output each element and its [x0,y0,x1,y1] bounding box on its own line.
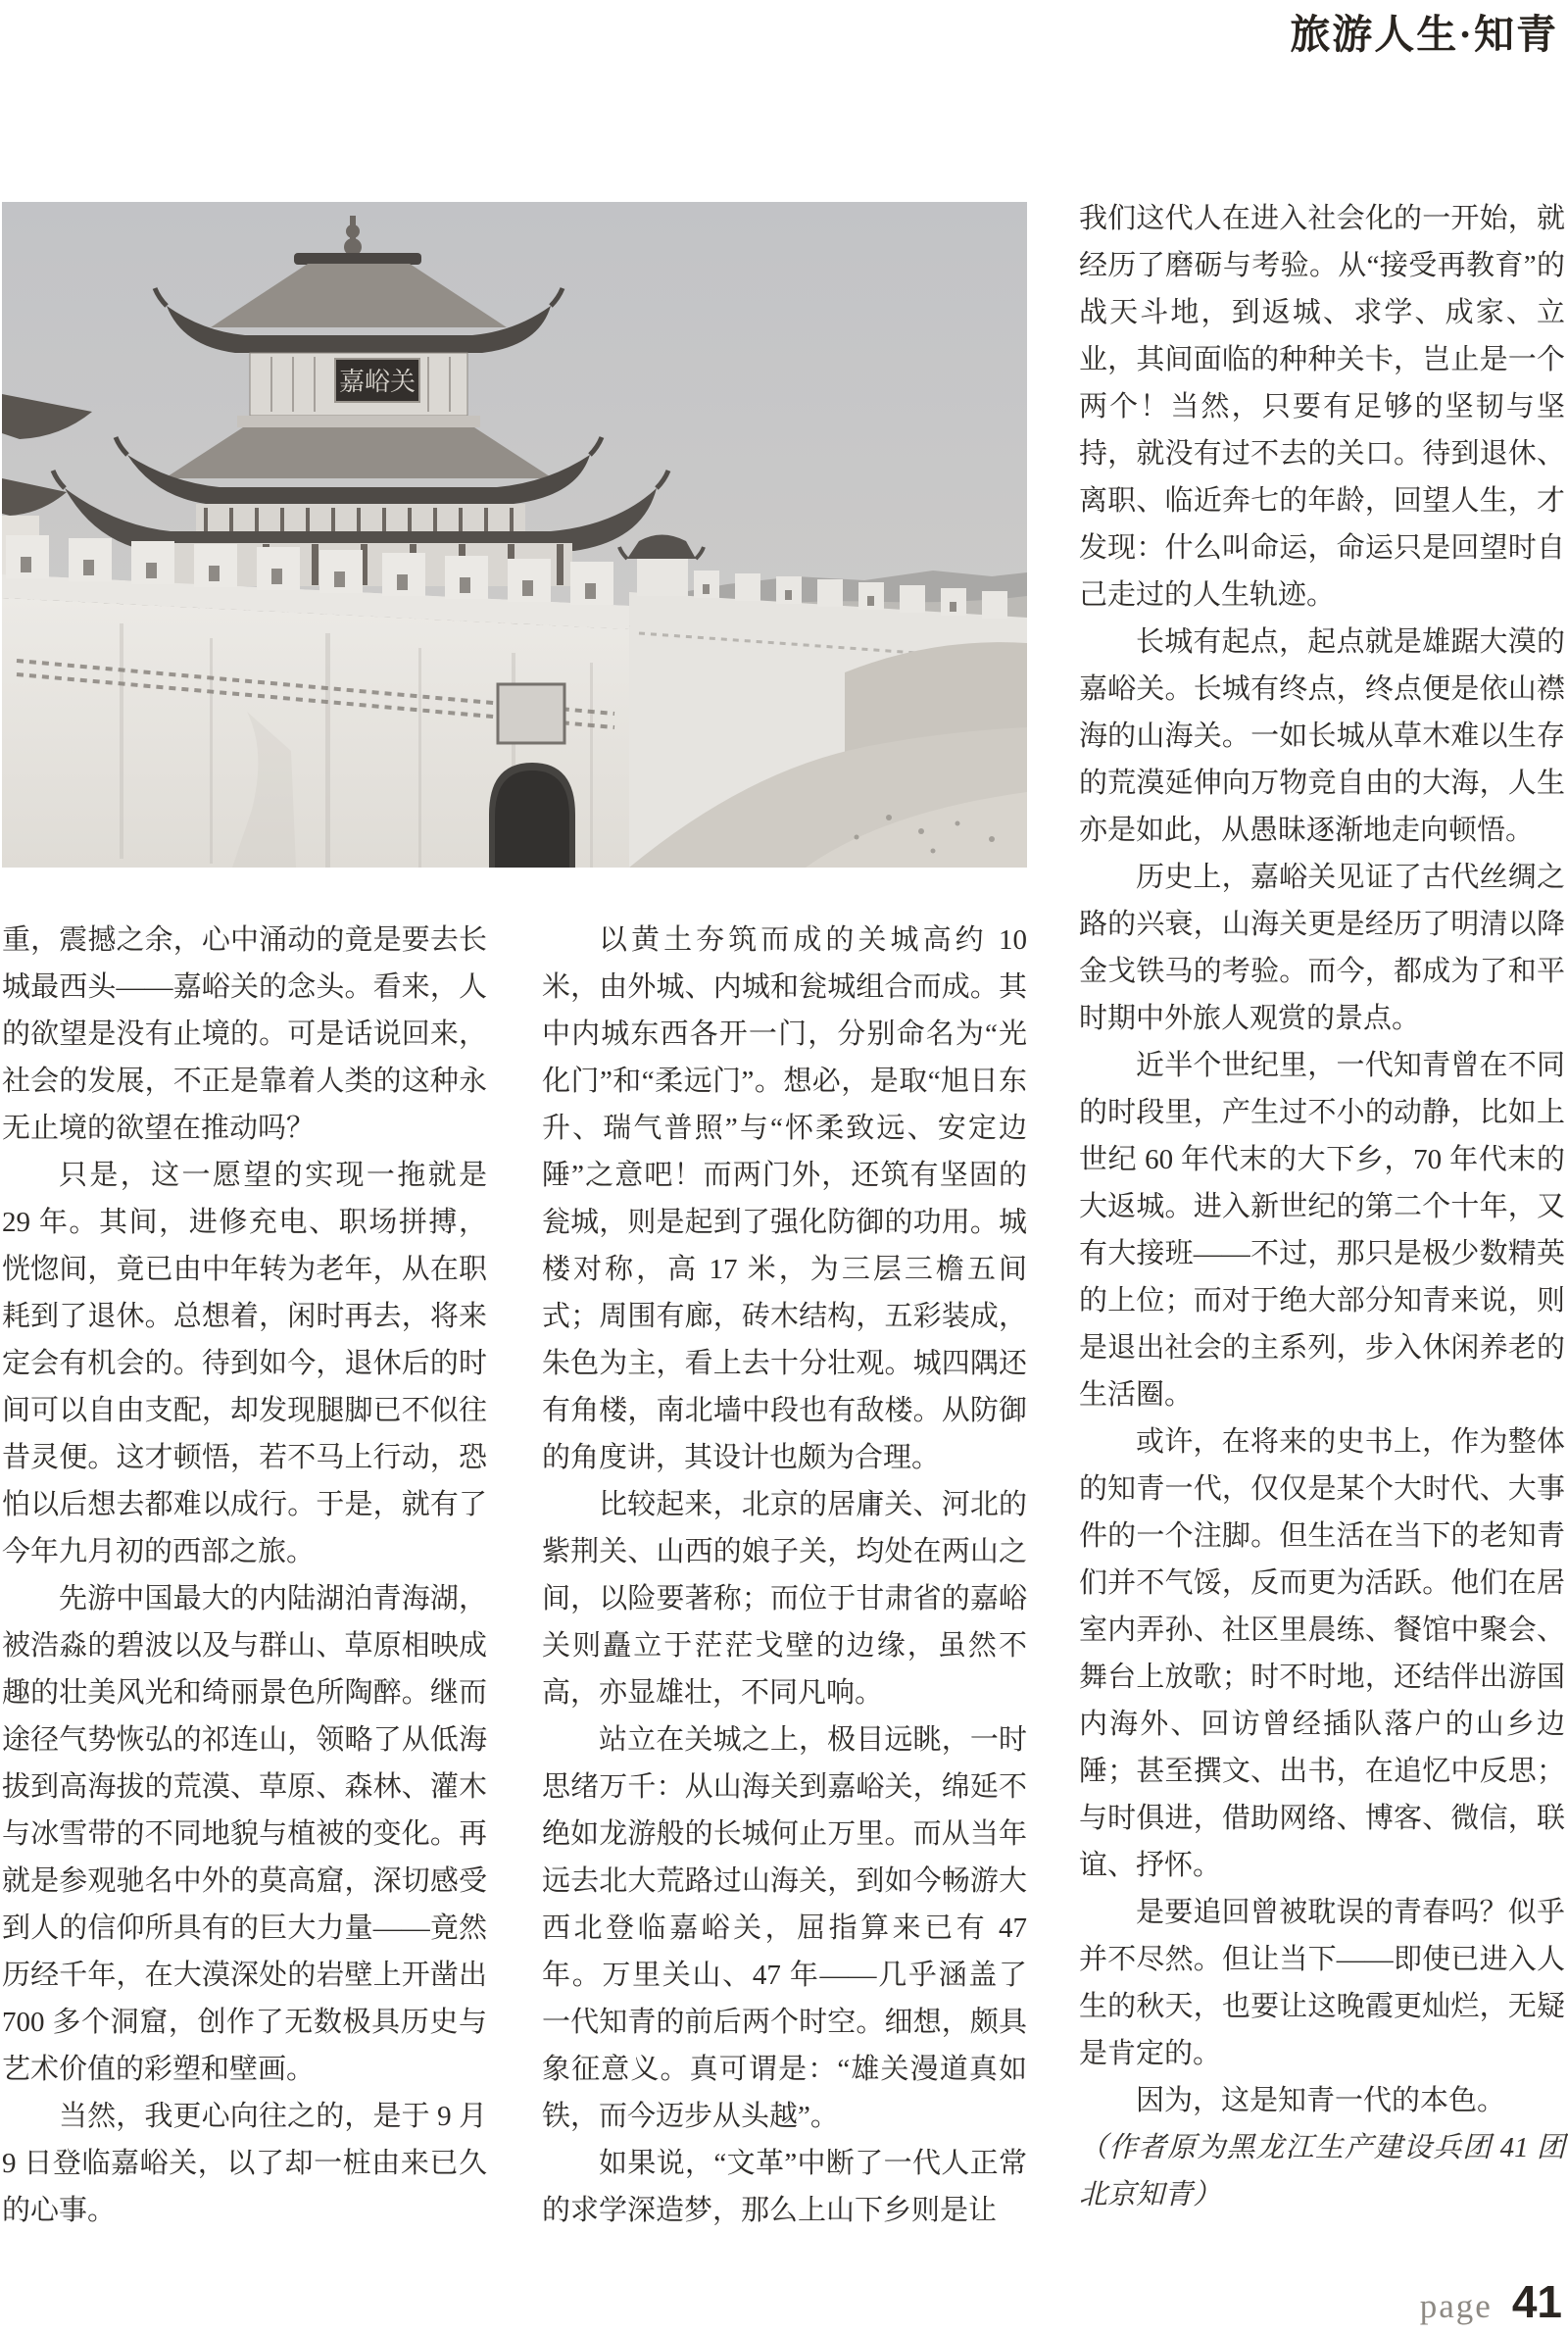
paragraph: 因为，这是知青一代的本色。 [1136,2085,1506,2116]
text-column-1 [2,917,487,2234]
paragraph: 站立在关城之上，极目远眺，一时思绪万千：从山海关到嘉峪关，绵延不绝如龙游般的长城何止万里。而从当年远去北大荒路过山海关，到如今畅游大西北登临嘉峪关，屈指算来已有 47 年。万里关山、47 年——几乎涵盖了一代知青的前后两个时空。细想，颇具象征意义。真可谓是：“雄关漫道真如铁，而今迈步从头越”。 [542,1724,1027,2132]
paragraph: 比较起来，北京的居庸关、河北的紫荆关、山西的娘子关，均处在两山之间，以险要著称；而位于甘肃省的嘉峪关则矗立于茫茫戈壁的边缘，虽然不高，亦显雄壮，不同凡响。 [542,1489,1027,1709]
paragraph: 如果说，“文革”中断了一代人正常的求学深造梦，那么上山下乡则是让 [542,2148,1027,2226]
gate-arch [489,763,575,868]
paragraph: 是要追回曾被耽误的青春吗？似乎并不尽然。但让当下——即使已进入人生的秋天，也要让这晚霞更灿烂，无疑是肯定的。 [1079,1897,1565,2069]
paragraph: 只是，这一愿望的实现一拖就是 29 年。其间，进修充电、职场拼搏，恍惚间，竟已由中年转为老年，从在职耗到了退休。总想着，闲时再去，将来定会有机会的。待到如今，退休后的时间可以自由支配，却发现腿脚已不似往昔灵便。这才顿悟，若不马上行动，恐怕以后想去都难以成行。于是，就有了今年九月初的西部之旅。 [2,1160,487,1567]
tower-plaque-text: 嘉峪关 [338,368,416,396]
paragraph: 历史上，嘉峪关见证了古代丝绸之路的兴衰，山海关更是经历了明清以降金戈铁马的考验。而今，都成为了和平时期中外旅人观赏的景点。 [1079,862,1565,1034]
page-number: 41 [1511,2276,1562,2327]
text-column-3 [1079,195,1565,2218]
paragraph: 近半个世纪里，一代知青曾在不同的时段里，产生过不小的动静，比如上世纪 60 年代末的大下乡，70 年代末的大返城。进入新世纪的第二个十年，又有大接班——不过，那只是极少数精英的上位；而对于绝大部分知青来说，则是退出社会的主系列，步入休闲养老的生活圈。 [1079,1050,1565,1411]
paragraph: 当然，我更心向往之的，是于 9 月 9 日登临嘉峪关，以了却一桩由来已久的心事。 [2,2101,487,2226]
paragraph: 或许，在将来的史书上，作为整体的知青一代，仅仅是某个大时代、大事件的一个注脚。但生活在当下的老知青们并不气馁，反而更为活跃。他们在居室内弄孙、社区里晨练、餐馆中聚会、舞台上放歌；时不时地，还结伴出游国内海外、回访曾经插队落户的山乡边陲；甚至撰文、出书，在追忆中反思；与时俱进，借助网络、博客、微信，联谊、抒怀。 [1079,1426,1565,1881]
page-footer [1420,2275,1562,2328]
page-label: page [1419,2287,1493,2325]
author-note: （作者原为黑龙江生产建设兵团 41 团北京知青） [1079,2132,1565,2210]
section-title: 旅游人生·知青 [1290,12,1558,57]
text-column-2 [542,917,1027,2234]
gate-plaque [498,684,564,743]
paragraph: 先游中国最大的内陆湖泊青海湖，被浩淼的碧波以及与群山、草原相映成趣的壮美风光和绮丽景色所陶醉。继而途径气势恢弘的祁连山，领略了从低海拔到高海拔的荒漠、草原、森林、灌木与冰雪带的不同地貌与植被的变化。再就是参观驰名中外的莫高窟，深切感受到人的信仰所具有的巨大力量——竟然历经千年，在大漠深处的岩壁上开凿出 700 多个洞窟，创作了无数极具历史与艺术价值的彩塑和壁画。 [2,1583,487,2085]
jiayuguan-photo-illustration [2,202,1027,868]
jiayuguan-photo [2,202,1027,868]
paragraph: 长城有起点，起点就是雄踞大漠的嘉峪关。长城有终点，终点便是依山襟海的山海关。一如长城从草木难以生存的荒漠延伸向万物竞自由的大海，人生亦是如此，从愚昧逐渐地走向顿悟。 [1079,626,1565,846]
paragraph: 以黄土夯筑而成的关城高约 10 米，由外城、内城和瓮城组合而成。其中内城东西各开一门，分别命名为“光化门”和“柔远门”。想必，是取“旭日东升、瑞气普照”与“怀柔致远、安定边陲”之意吧！而两门外，还筑有坚固的瓮城，则是起到了强化防御的功用。城楼对称，高 17 米，为三层三檐五间式；周围有廊，砖木结构，五彩装成，朱色为主，看上去十分壮观。城四隅还有角楼，南北墙中段也有敌楼。从防御的角度讲，其设计也颇为合理。 [542,924,1027,1473]
paragraph: 我们这代人在进入社会化的一开始，就经历了磨砺与考验。从“接受再教育”的战天斗地，到返城、求学、成家、立业，其间面临的种种关卡，岂止是一个两个！当然，只要有足够的坚韧与坚持，就没有过不去的关口。待到退休、离职、临近奔七的年龄，回望人生，才发现：什么叫命运，命运只是回望时自己走过的人生轨迹。 [1079,203,1565,611]
paragraph: 重，震撼之余，心中涌动的竟是要去长城最西头——嘉峪关的念头。看来，人的欲望是没有止境的。可是话说回来，社会的发展，不正是靠着人类的这种永无止境的欲望在推动吗？ [2,924,487,1144]
